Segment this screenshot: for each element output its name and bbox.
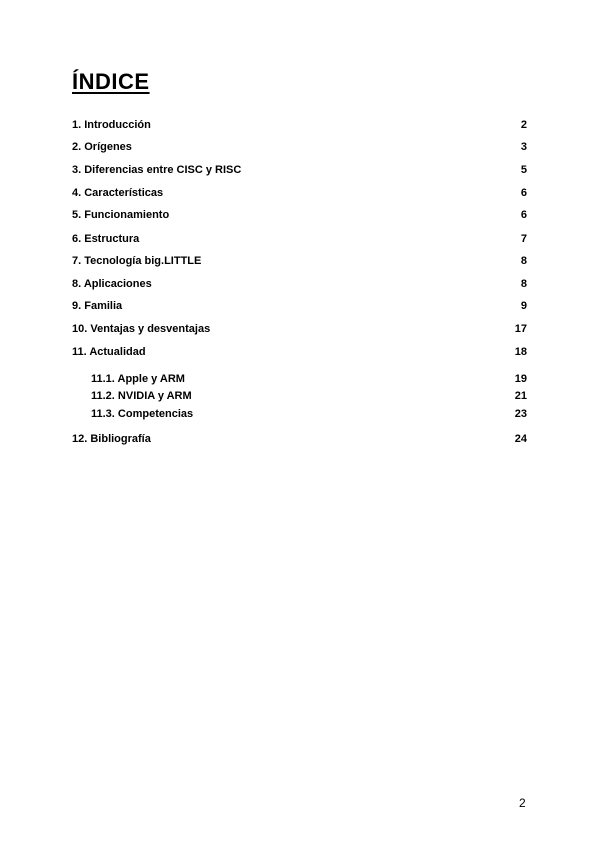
toc-entry-label: 5. Funcionamiento bbox=[72, 209, 170, 221]
table-of-contents bbox=[72, 0, 528, 848]
toc-entry-label: 11.1. Apple y ARM bbox=[91, 373, 185, 385]
toc-entry-aplicaciones[interactable] bbox=[72, 276, 528, 292]
toc-entry-nvidia-arm[interactable] bbox=[72, 388, 528, 404]
toc-entry-origenes[interactable] bbox=[72, 139, 528, 155]
toc-entry-page: 23 bbox=[514, 408, 527, 420]
toc-entry-page: 9 bbox=[520, 300, 527, 312]
toc-entry-caracteristicas[interactable] bbox=[72, 185, 528, 201]
toc-entry-bibliografia[interactable] bbox=[72, 431, 528, 447]
toc-entry-page: 24 bbox=[514, 433, 527, 445]
page-title: ÍNDICE bbox=[72, 69, 150, 94]
toc-entry-page: 3 bbox=[520, 141, 527, 153]
toc-entry-page: 8 bbox=[520, 255, 527, 267]
toc-entry-funcionamiento[interactable] bbox=[72, 207, 528, 223]
toc-entry-page: 5 bbox=[520, 164, 527, 176]
toc-entry-diferencias-cisc-risc[interactable] bbox=[72, 162, 528, 178]
toc-entry-label: 2. Orígenes bbox=[72, 141, 132, 153]
toc-entry-label: 11. Actualidad bbox=[72, 346, 146, 358]
toc-entry-label: 9. Familia bbox=[72, 300, 123, 312]
toc-entry-ventajas-desventajas[interactable] bbox=[72, 321, 528, 337]
toc-entry-competencias[interactable] bbox=[72, 406, 528, 422]
toc-entry-label: 11.3. Competencias bbox=[91, 408, 194, 420]
toc-entry-label: 8. Aplicaciones bbox=[72, 278, 152, 290]
toc-entry-introduccion[interactable] bbox=[72, 117, 528, 133]
toc-entry-big-little[interactable] bbox=[72, 253, 528, 269]
toc-entry-label: 12. Bibliografía bbox=[72, 433, 151, 445]
toc-entry-page: 6 bbox=[520, 187, 527, 199]
toc-entry-page: 2 bbox=[520, 119, 527, 131]
toc-entry-page: 8 bbox=[520, 278, 527, 290]
toc-entry-actualidad[interactable] bbox=[72, 344, 528, 360]
toc-entry-apple-arm[interactable] bbox=[72, 371, 528, 387]
toc-entry-page: 21 bbox=[514, 390, 527, 402]
page-number: 2 bbox=[519, 796, 526, 810]
toc-entry-page: 7 bbox=[520, 233, 527, 245]
toc-entry-label: 10. Ventajas y desventajas bbox=[72, 323, 211, 335]
toc-entry-label: 4. Características bbox=[72, 187, 164, 199]
toc-entry-page: 17 bbox=[514, 323, 527, 335]
toc-entry-label: 1. Introducción bbox=[72, 119, 151, 131]
toc-entry-familia[interactable] bbox=[72, 298, 528, 314]
toc-entry-label: 7. Tecnología big.LITTLE bbox=[72, 255, 202, 267]
toc-entry-page: 6 bbox=[520, 209, 527, 221]
toc-entry-label: 3. Diferencias entre CISC y RISC bbox=[72, 164, 242, 176]
toc-entry-estructura[interactable] bbox=[72, 231, 528, 247]
toc-entry-page: 19 bbox=[514, 373, 527, 385]
toc-entry-page: 18 bbox=[514, 346, 527, 358]
toc-entry-label: 6. Estructura bbox=[72, 233, 140, 245]
toc-entry-label: 11.2. NVIDIA y ARM bbox=[91, 390, 192, 402]
